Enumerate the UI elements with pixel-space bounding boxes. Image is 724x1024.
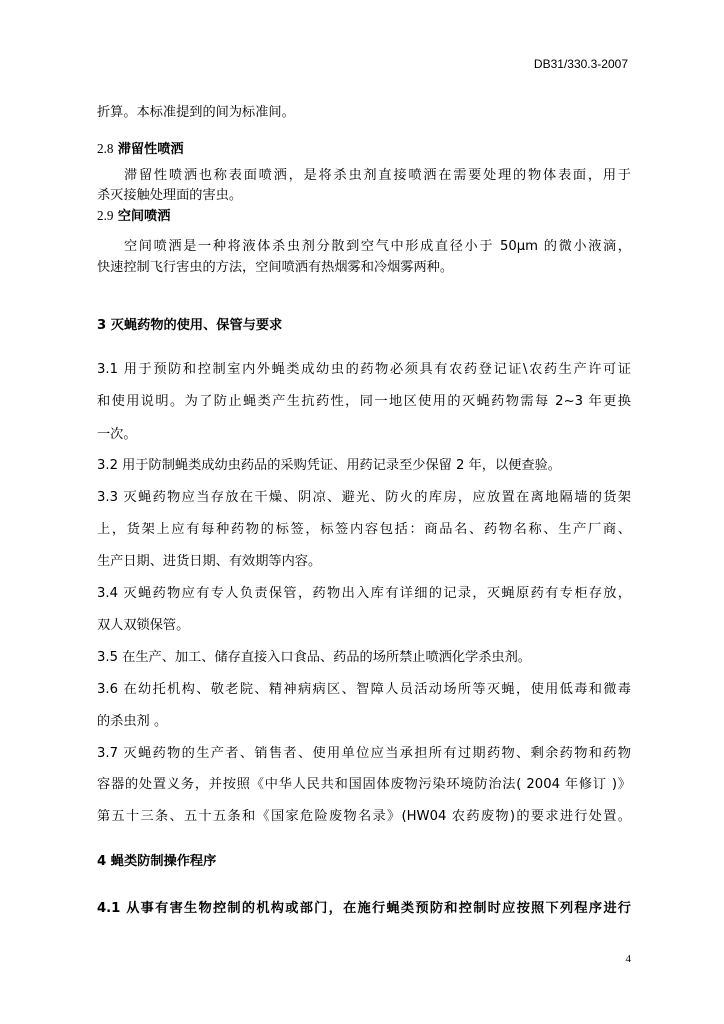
text-line: 3.5 在生产、加工、储存直接入口食品、药品的场所禁止喷洒化学杀虫剂。	[97, 650, 531, 665]
text-line: 4.1 从事有害生物控制的机构或部门，在施行蝇类预防和控制时应按照下列程序进行	[97, 901, 631, 916]
text-line: 3.3 灭蝇药物应当存放在干燥、阴凉、避光、防火的库房，应放置在离地隔墙的货架	[97, 490, 631, 505]
text-line: 杀灭接触处理面的害虫。	[97, 188, 243, 203]
section-title: 空间喷洒	[117, 209, 171, 224]
section-title: 滞留性喷洒	[117, 142, 184, 157]
text-line: 和使用说明。为了防止蝇类产生抗药性，同一地区使用的灭蝇药物需每 2~3 年更换	[97, 394, 631, 409]
page-number: 4	[625, 953, 631, 965]
section-number: 2.9	[97, 208, 114, 223]
text-line: 3.1 用于预防和控制室内外蝇类成幼虫的药物必须具有农药登记证\农药生产许可证	[97, 362, 631, 377]
text-line: 3.4 灭蝇药物应有专人负责保管，药物出入库有详细的记录，灭蝇原药有专柜存放，	[97, 586, 631, 601]
text-line: 3.7 灭蝇药物的生产者、销售者、使用单位应当承担所有过期药物、剩余药物和药物	[97, 746, 631, 761]
text-line: 折算。本标准提到的间为标准间。	[97, 105, 295, 120]
section-2-9-heading	[97, 207, 631, 226]
text-line: 滞留性喷洒也称表面喷洒，是将杀虫剂直接喷洒在需要处理的物体表面，用于	[124, 168, 631, 183]
text-line: 3.6 在幼托机构、敬老院、精神病病区、智障人员活动场所等灭蝇，使用低毒和微毒	[97, 682, 631, 697]
document-code: DB31/330.3-2007	[533, 57, 628, 71]
text-line: 空间喷洒是一种将液体杀虫剂分散到空气中形成直径小于 50μm 的微小液滴，	[124, 239, 631, 254]
section-3-heading: 3 灭蝇药物的使用、保管与要求	[97, 318, 283, 333]
text-line: 上，货架上应有每种药物的标签，标签内容包括：商品名、药物名称、生产厂商、	[97, 522, 631, 537]
text-line: 容器的处置义务，并按照《中华人民共和国固体废物污染环境防治法( 2004 年修订 )》	[97, 777, 631, 792]
text-line: 生产日期、进货日期、有效期等内容。	[97, 554, 322, 569]
text-line: 快速控制飞行害虫的方法，空间喷洒有热烟雾和冷烟雾两种。	[97, 260, 454, 275]
section-2-8-heading	[97, 140, 631, 159]
section-4-heading: 4 蝇类防制操作程序	[97, 854, 217, 869]
section-number: 2.8	[97, 141, 114, 156]
text-line: 第五十三条、五十五条和《国家危险废物名录》(HW04 农药废物)的要求进行处置。	[97, 809, 631, 824]
text-line: 3.2 用于防制蝇类成幼虫药品的采购凭证、用药记录至少保留 2 年，以便查验。	[97, 458, 561, 473]
text-line: 的杀虫剂 。	[97, 714, 168, 729]
text-line: 双人双锁保管。	[97, 618, 190, 633]
text-line: 一次。	[97, 427, 137, 442]
